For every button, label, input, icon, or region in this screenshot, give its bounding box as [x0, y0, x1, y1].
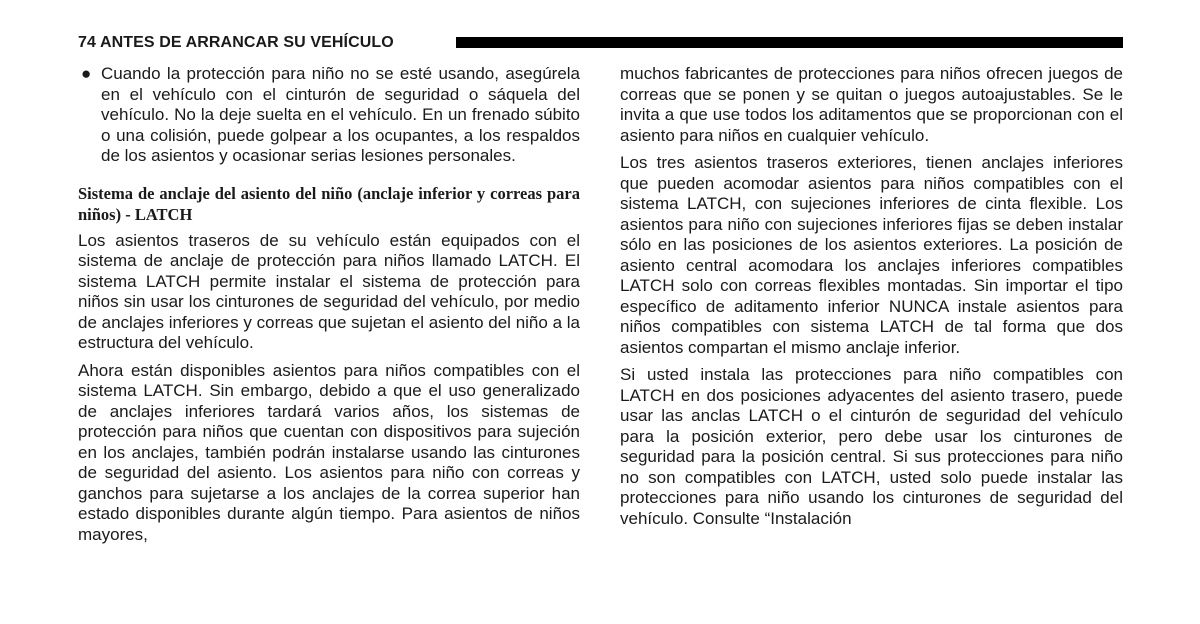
page-title: 74 ANTES DE ARRANCAR SU VEHÍCULO: [78, 34, 394, 51]
paragraph: Ahora están disponibles asientos para niños compatibles con el sistema LATCH. Sin embargo, debido a que el uso generalizado de anclajes inferiores tardará varios años, los sistemas de protección para niños que cuentan con dispositivos para sujeción en los anclajes, también podrán instalarse usando las cinturones de seguridad del asiento. Los asientos para niño con correas y ganchos para sujetarse a los anclajes de la correa superior han estado disponibles durante algún tiempo. Para asientos de niños mayores,: [78, 360, 580, 544]
page-header: [78, 33, 1123, 53]
right-column: [620, 64, 1123, 536]
bullet-item: [78, 64, 580, 167]
section-heading: Sistema de anclaje del asiento del niño (anclaje inferior y correas para niños) - LATCH: [78, 183, 580, 224]
left-column: [78, 64, 580, 552]
paragraph: Los asientos traseros de su vehículo están equipados con el sistema de anclaje de protección para niños llamado LATCH. El sistema LATCH permite instalar el sistema de protección para niños sin usar los cinturones de seguridad del vehículo, por medio de anclajes inferiores y correas que sujetan el asiento del niño a la estructura del vehículo.: [78, 230, 580, 352]
paragraph: muchos fabricantes de protecciones para niños ofrecen juegos de correas que se ponen y se quitan o juegos autoajustables. Se le invita a que use todos los aditamentos que se proporcionan con el asiento para niños en cualquier vehículo.: [620, 64, 1123, 145]
header-rule: [456, 37, 1123, 48]
paragraph: Los tres asientos traseros exteriores, tienen anclajes inferiores que pueden acomodar asientos para niños compatibles con el sistema LATCH, con sujeciones inferiores de cinta flexible. Los asientos para niño con sujeciones inferiores fijas se deben instalar sólo en las posiciones de los asientos exteriores. La posición de asiento central acomodara los anclajes inferiores compatibles LATCH solo con correas flexibles montadas. Sin importar el tipo específico de aditamento inferior NUNCA instale asientos para niños compatibles con sistema LATCH de tal forma que dos asientos compartan el mismo anclaje inferior.: [620, 153, 1123, 357]
bullet-text: Cuando la protección para niño no se esté usando, asegúrela en el vehículo con el cinturón de seguridad o sáquela del vehículo. No la deje suelta en el vehículo. En un frenado súbito o una colisión, puede golpear a los ocupantes, a los respaldos de los asientos y ocasionar serias lesiones personales.: [101, 64, 580, 165]
bullet-dot-icon: ●: [81, 64, 92, 83]
paragraph: Si usted instala las protecciones para niño compatibles con LATCH en dos posiciones adyacentes del asiento trasero, puede usar las anclas LATCH o el cinturón de seguridad del vehículo para la posición exterior, pero debe usar los cinturones de seguridad para la posición central. Si sus protecciones para niño no son compatibles con LATCH, usted solo puede instalar las protecciones para niño usando los cinturones de seguridad del vehículo. Consulte “Instalación: [620, 365, 1123, 528]
